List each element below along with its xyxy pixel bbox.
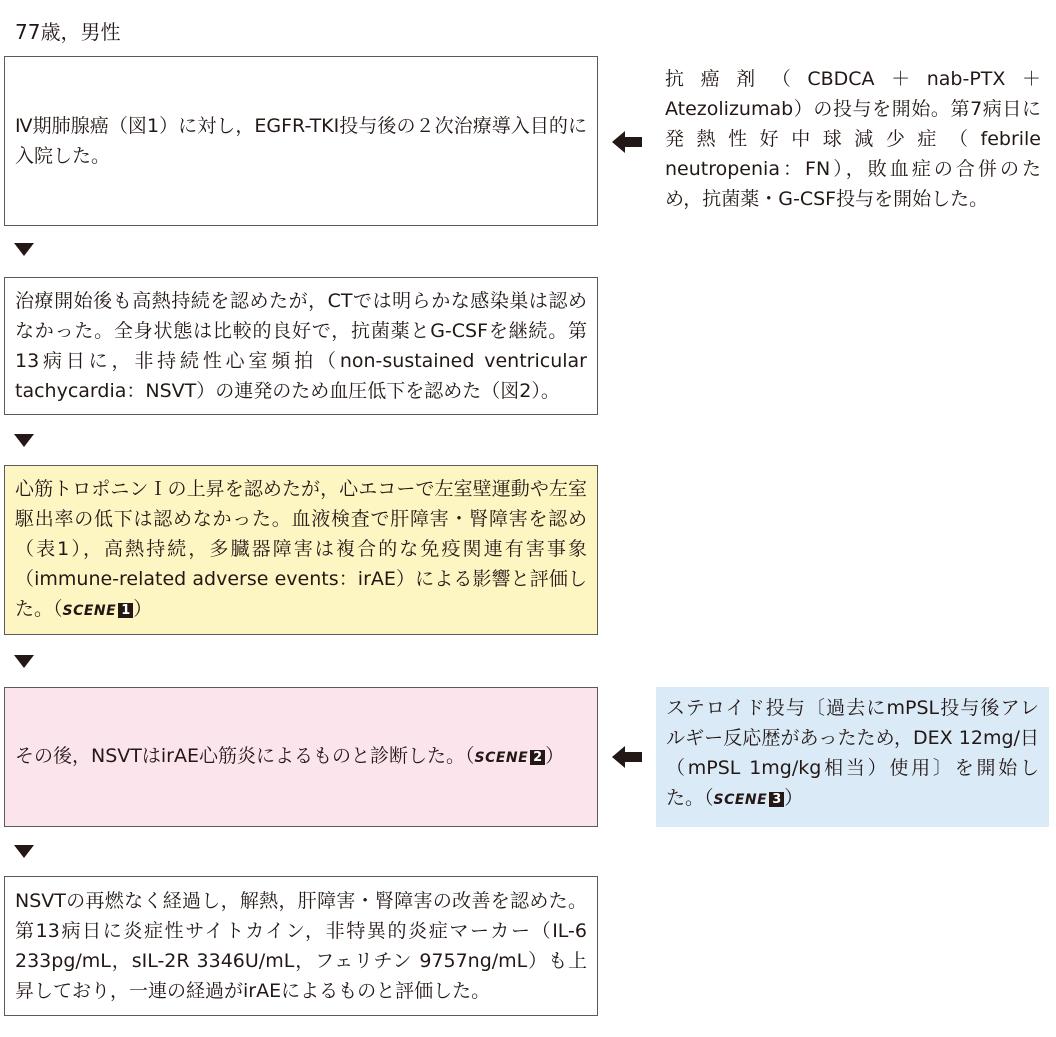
scene-label: SCENE [713,792,768,808]
flow-box-5-text: NSVTの再燃なく経過し，解熱，肝障害・腎障害の改善を認めた。第13病日に炎症性サイトカイン，非特異的炎症マーカー（IL-6 233pg/mL，sIL-2R 3346U/mL，フェリチン 9757ng/mL）も上昇しており，一連の経過がirAEによるものと評価した。 [15,890,587,1002]
side-note-steroid-text: ステロイド投与〔過去にmPSL投与後アレルギー反応歴があったため，DEX 12mg/日（mPSL 1mg/kg相当）使用〕を開始した。（ [666,697,1039,809]
flow-box-2 [4,277,598,415]
scene-ref-3 [714,787,804,809]
flow-box-3 [4,465,598,635]
side-note-steroid [656,687,1049,827]
flow-box-2-text: 治療開始後も高熱持続を認めたが，CTでは明らかな感染巣は認めなかった。全身状態は比較的良好で，抗菌薬とG-CSFを継続。第13病日に，非持続性心室頻拍（non-sustained ventricular tachycardia：NSVT）の連発のため血圧低下を認めた（図2）。 [15,290,587,402]
scene-ref-2 [474,745,564,767]
flow-box-5 [4,876,598,1016]
scene-close: ） [784,787,804,809]
flow-box-4 [4,687,598,827]
left-arrow-icon [612,131,642,153]
flow-box-3-text: 心筋トロポニンＩの上昇を認めたが，心エコーで左室壁運動や左室駆出率の低下は認めなかった。血液検査で肝障害・腎障害を認め（表1），高熱持続，多臓器障害は複合的な免疫関連有害事象（immune-related adverse events：irAE）による影響と評価した。（ [15,478,587,620]
scene-number-badge: 1 [118,603,133,618]
down-triangle-icon [14,434,34,447]
side-note-chemotherapy: 抗癌剤（CBDCA＋nab-PTX＋Atezolizumab）の投与を開始。第7病日に発熱性好中球減少症（febrile neutropenia：FN），敗血症の合併のため，抗菌薬・G-CSF投与を開始した。 [665,68,1041,210]
scene-number-badge: 3 [769,792,784,807]
left-arrow-icon [612,746,642,768]
scene-close: ） [133,598,153,620]
patient-header: 77歳，男性 [15,20,121,44]
scene-close: ） [545,745,565,767]
flow-box-3-content [15,474,587,626]
down-triangle-icon [14,845,34,858]
down-triangle-icon [14,655,34,668]
flow-box-4-content [15,741,587,773]
flow-box-1 [4,56,598,226]
flow-box-1-text: Ⅳ期肺腺癌（図1）に対し，EGFR-TKI投与後の２次治療導入目的に入院した。 [15,115,587,167]
scene-label: SCENE [62,603,117,619]
scene-number-badge: 2 [530,750,545,765]
scene-ref-1 [63,598,153,620]
scene-label: SCENE [474,750,529,766]
down-triangle-icon [14,243,34,256]
flow-box-4-text: その後，NSVTはirAE心筋炎によるものと診断した。（ [15,745,475,767]
